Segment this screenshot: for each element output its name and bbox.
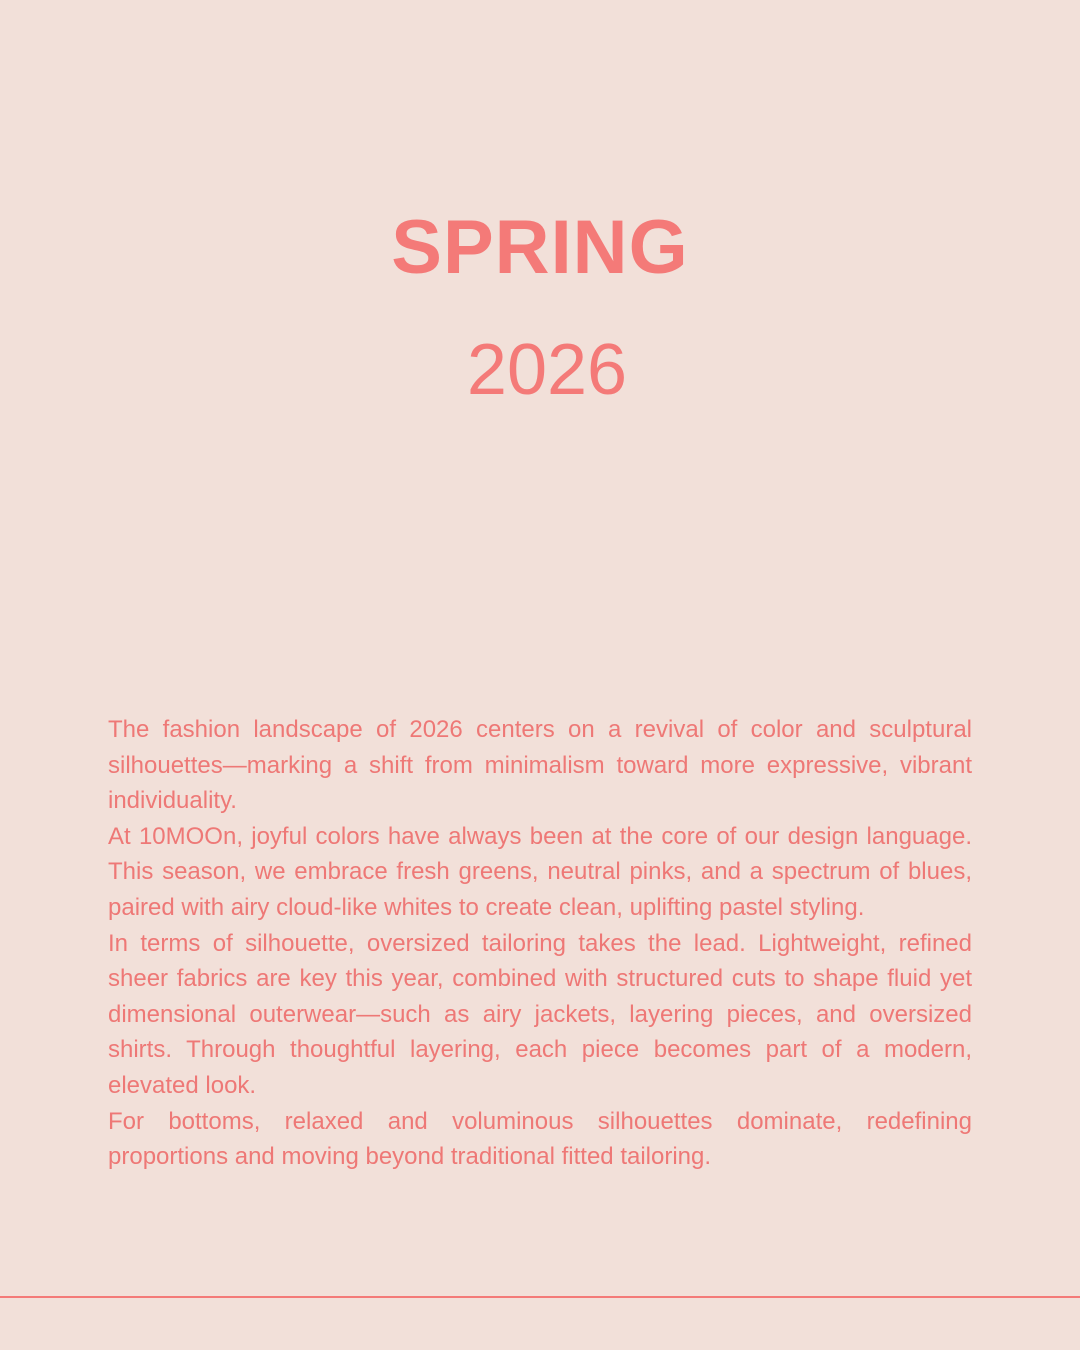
page-title: SPRING xyxy=(391,205,689,290)
article-body xyxy=(108,712,972,1175)
season-year: 2026 xyxy=(466,330,628,410)
paragraph-intro: The fashion landscape of 2026 centers on a revival of color and sculptural silhouettes—marking a shift from minimalism toward more expressive, vibrant individuality. xyxy=(108,716,972,815)
paragraph-bottoms: For bottoms, relaxed and voluminous silhouettes dominate, redefining proportions and moving beyond traditional fitted tailoring. xyxy=(108,1107,972,1171)
paragraph-colors: At 10MOOn, joyful colors have always been at the core of our design language. This season, we embrace fresh greens, neutral pinks, and a spectrum of blues, paired with airy cloud-like whites to create clean, uplifting pastel styling. xyxy=(108,822,972,921)
bottom-divider xyxy=(0,1296,1080,1298)
paragraph-silhouette: In terms of silhouette, oversized tailoring takes the lead. Lightweight, refined sheer fabrics are key this year, combined with structured cuts to shape fluid yet dimensional outerwear—such as airy jackets, layering pieces, and oversized shirts. Through thoughtful layering, each piece becomes part of a modern, elevated look. xyxy=(108,929,972,1099)
